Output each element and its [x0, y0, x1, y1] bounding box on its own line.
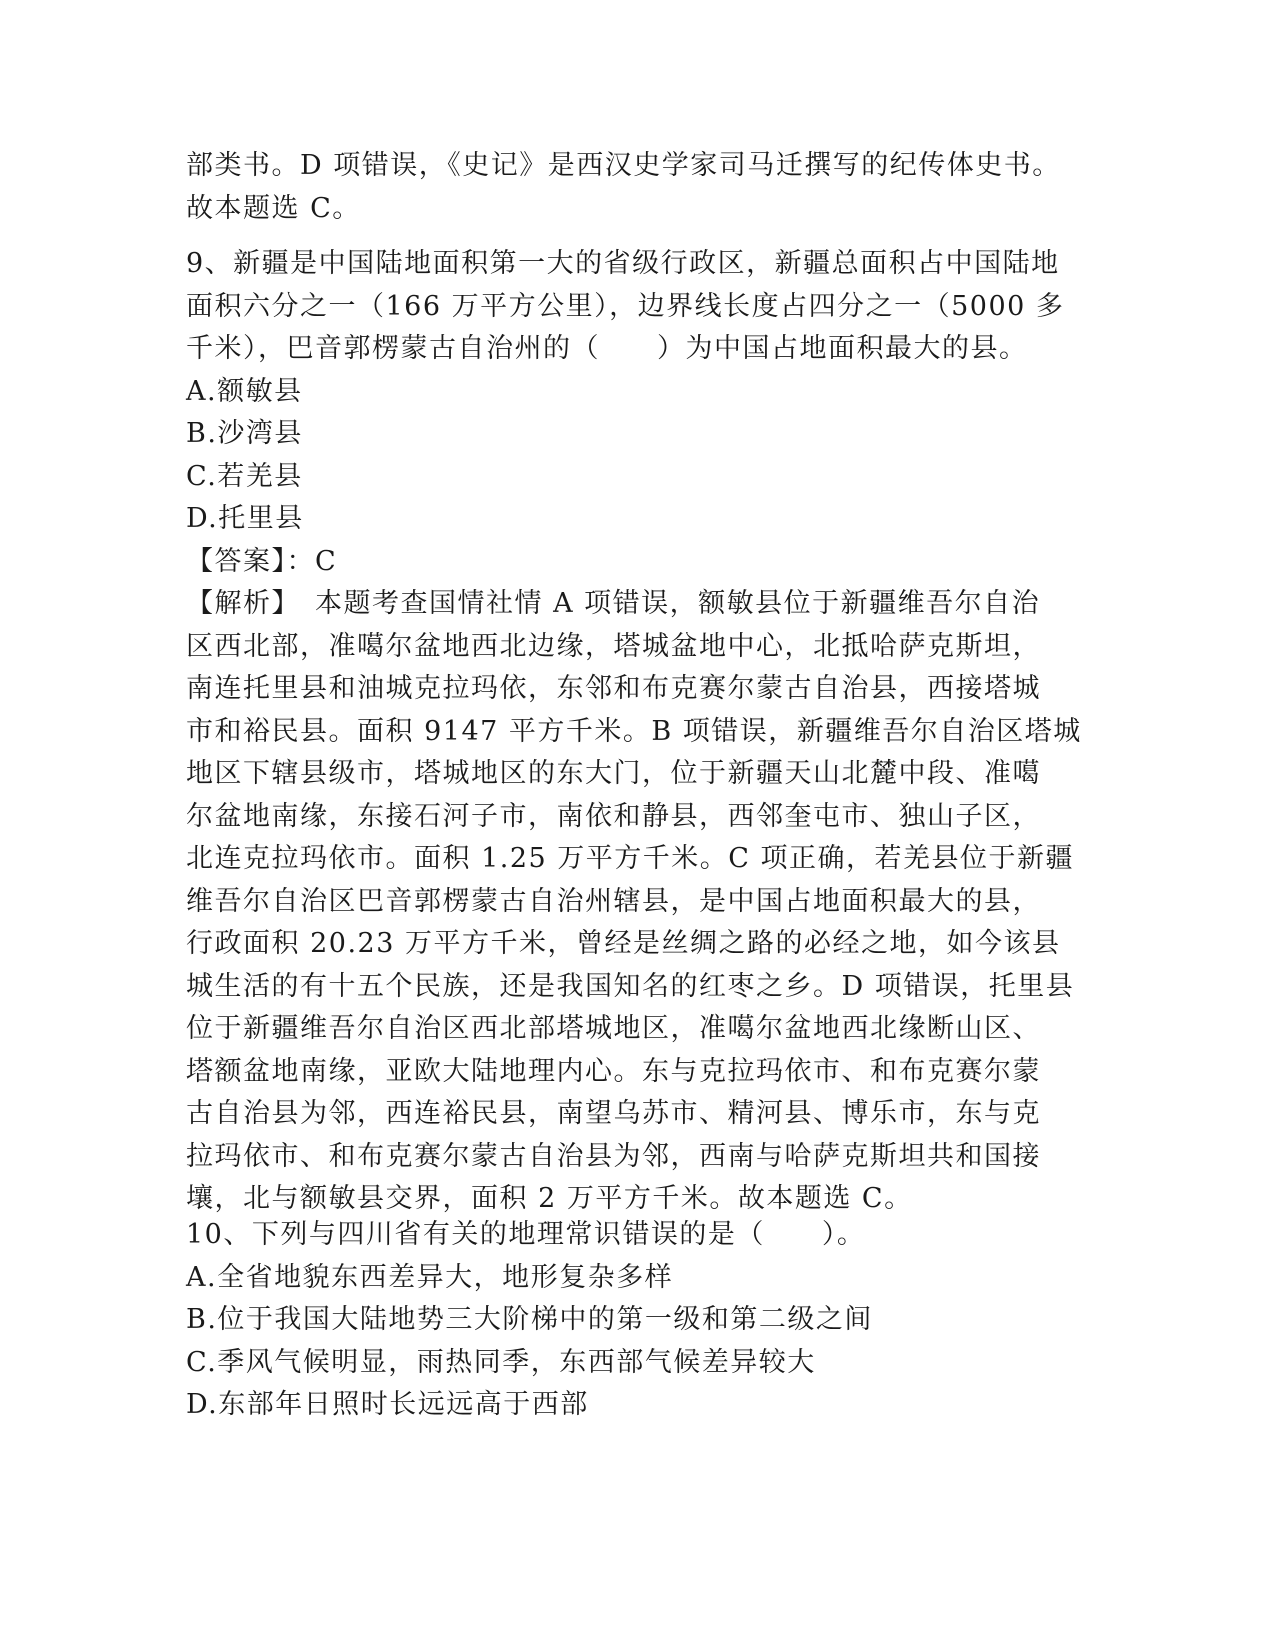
explanation-line: 塔额盆地南缘，亚欧大陆地理内心。东与克拉玛依市、和布克赛尔蒙: [186, 1055, 1041, 1087]
prev-explanation-continuation: [186, 145, 1086, 230]
explanation-line: 维吾尔自治区巴音郭楞蒙古自治州辖县，是中国占地面积最大的县，: [186, 885, 1041, 917]
option-a: A.额敏县: [186, 375, 303, 407]
question-stem-line: 10、下列与四川省有关的地理常识错误的是（ ）。: [186, 1219, 866, 1250]
answer-line: 【答案】：C: [186, 545, 338, 577]
text-line: 故本题选 C。: [186, 192, 361, 224]
explanation-line: 城生活的有十五个民族，还是我国知名的红枣之乡。D 项错误，托里县: [186, 970, 1075, 1002]
question-stem-line: 面积六分之一（166 万平方公里），边界线长度占四分之一（5000 多: [186, 290, 1065, 322]
explanation-line: 拉玛依市、和布克赛尔蒙古自治县为邻，西南与哈萨克斯坦共和国接: [186, 1140, 1041, 1172]
text-line: 部类书。D 项错误，《史记》是西汉史学家司马迁撰写的纪传体史书。: [186, 150, 1061, 181]
option-c: C.季风气候明显，雨热同季，东西部气候差异较大: [186, 1346, 816, 1378]
explanation-line: 行政面积 20.23 万平方千米，曾经是丝绸之路的必经之地，如今该县: [186, 928, 1061, 959]
option-d: D.东部年日照时长远远高于西部: [186, 1389, 589, 1420]
explanation-line: 地区下辖县级市，塔城地区的东大门，位于新疆天山北麓中段、准噶: [186, 758, 1041, 789]
explanation-line: 【解析】 本题考查国情社情 A 项错误，额敏县位于新疆维吾尔自治: [186, 588, 1041, 619]
explanation-line: 市和裕民县。面积 9147 平方千米。B 项错误，新疆维吾尔自治区塔城: [186, 715, 1082, 747]
option-c: C.若羌县: [186, 460, 303, 492]
option-d: D.托里县: [186, 503, 304, 534]
explanation-line: 北连克拉玛依市。面积 1.25 万平方千米。C 项正确，若羌县位于新疆: [186, 843, 1075, 874]
question-10: [186, 1214, 1086, 1427]
option-b: B.沙湾县: [186, 418, 303, 449]
explanation-line: 位于新疆维吾尔自治区西北部塔城地区，准噶尔盆地西北缘断山区、: [186, 1013, 1041, 1044]
option-b: B.位于我国大陆地势三大阶梯中的第一级和第二级之间: [186, 1304, 873, 1335]
question-9: [186, 243, 1086, 1221]
question-stem-line: 千米），巴音郭楞蒙古自治州的（ ）为中国占地面积最大的县。: [186, 333, 1028, 364]
explanation-line: 壤，北与额敏县交界，面积 2 万平方千米。故本题选 C。: [186, 1183, 913, 1214]
explanation-line: 南连托里县和油城克拉玛依，东邻和布克赛尔蒙古自治县，西接塔城: [186, 673, 1041, 704]
question-stem-line: 9、新疆是中国陆地面积第一大的省级行政区，新疆总面积占中国陆地: [186, 248, 1060, 279]
explanation-line: 古自治县为邻，西连裕民县，南望乌苏市、精河县、博乐市，东与克: [186, 1098, 1041, 1129]
explanation-line: 尔盆地南缘，东接石河子市，南依和静县，西邻奎屯市、独山子区，: [186, 800, 1041, 832]
option-a: A.全省地貌东西差异大，地形复杂多样: [186, 1261, 674, 1293]
explanation-line: 区西北部，准噶尔盆地西北边缘，塔城盆地中心，北抵哈萨克斯坦，: [186, 630, 1041, 662]
